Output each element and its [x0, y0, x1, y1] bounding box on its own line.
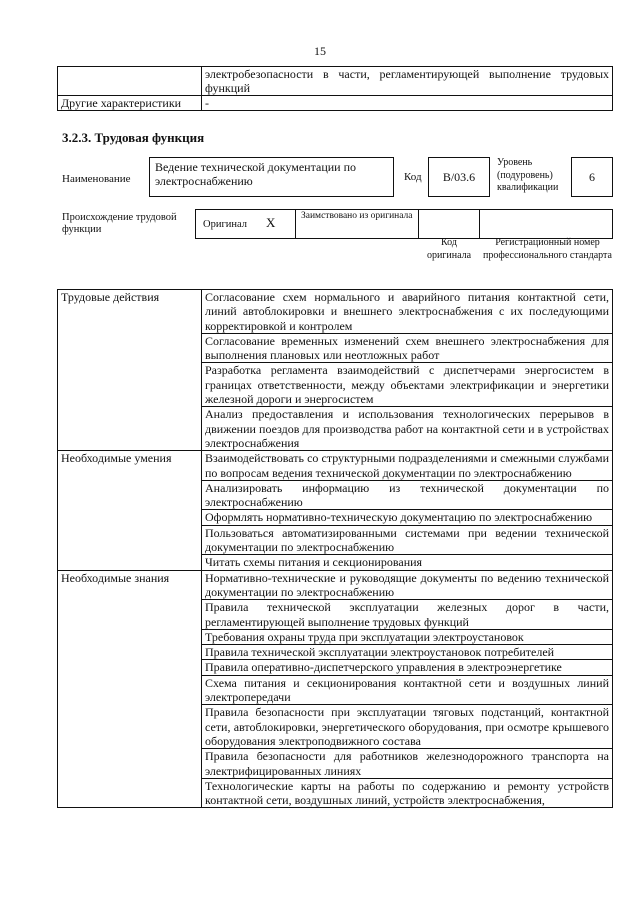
knowledge-item: Правила оперативно-диспетчерского управления в электроэнергетике [202, 660, 613, 675]
other-characteristics-label: Другие характеристики [58, 96, 202, 111]
reg-number-caption: Регистрационный номер профессионального стандарта [483, 237, 612, 261]
code-label: Код [404, 171, 422, 183]
skill-item: Оформлять нормативно-техническую документацию по электроснабжению [202, 510, 613, 525]
knowledge-item: Схема питания и секционирования контактной сети и воздушных линий электропередачи [202, 675, 613, 705]
skill-item: Взаимодействовать со структурными подразделениями и смежными службами по вопросам ведения технической документации по электроснабжению [202, 451, 613, 481]
skill-item: Пользоваться автоматизированными системами при ведении технической документации по электроснабжению [202, 525, 613, 555]
knowledge-item: Правила технической эксплуатации электроустановок потребителей [202, 645, 613, 660]
level-label: Уровень (подуровень) квалификации [497, 157, 559, 193]
borrowed-label: Заимствовано из оригинала [301, 211, 413, 221]
knowledge-item: Технологические карты на работы по содержанию и ремонту устройств контактной сети, воздушных линий, устройств электроснабжения, [202, 778, 613, 808]
required-knowledge-label: Необходимые знания [58, 570, 202, 808]
labor-action-item: Анализ предоставления и использования технологических перерывов в движении поездов для производства работ на контактной сети и в устройствах электроснабжения [202, 407, 613, 451]
top-table [57, 66, 613, 111]
name-label: Наименование [62, 173, 131, 185]
code-value: В/03.6 [442, 170, 476, 184]
knowledge-item: Требования охраны труда при эксплуатации электроустановок [202, 629, 613, 644]
level-value-box [571, 157, 613, 197]
name-value-box [149, 157, 394, 197]
level-value: 6 [589, 170, 595, 184]
knowledge-item: Правила безопасности при эксплуатации тяговых подстанций, контактной сети, автоблокировки, энергетического оборудования, при осмотре крышевого оборудования электроподвижного состава [202, 705, 613, 749]
page-number: 15 [314, 44, 326, 58]
name-value: Ведение технической документации по электроснабжению [155, 160, 357, 188]
original-label: Оригинал [203, 219, 247, 230]
knowledge-item: Правила безопасности для работников железнодорожного транспорта на электрифицированных линиях [202, 749, 613, 779]
original-box [195, 209, 296, 239]
labor-action-item: Согласование схем нормального и аварийного питания контактной сети, линий автоблокировки и внешнего электроснабжения с их последующими корректировкой и контролем [202, 290, 613, 334]
other-characteristics-value: - [202, 96, 613, 111]
origin-code-caption: Код оригинала [426, 237, 472, 261]
origin-label: Происхождение трудовой функции [62, 212, 177, 235]
labor-action-item: Разработка регламента взаимодействий с диспетчерами энергосистем в границах ответственности, между объектами электрификации и энергетики железной дороги и энергосистем [202, 363, 613, 407]
labor-action-item: Согласование временных изменений схем внешнего электроснабжения для выполнения плановых или неотложных работ [202, 333, 613, 363]
top-table-row1-text: электробезопасности в части, регламентирующей выполнение трудовых функций [202, 67, 613, 96]
top-table-empty-cell [58, 67, 202, 96]
required-skills-label: Необходимые умения [58, 451, 202, 570]
skill-item: Читать схемы питания и секционирования [202, 555, 613, 570]
code-value-box [428, 157, 490, 197]
knowledge-item: Правила технической эксплуатации железных дорог в части, регламентирующей выполнение трудовых функций [202, 600, 613, 630]
origin-code-box [418, 209, 480, 239]
original-mark: X [266, 215, 276, 230]
borrowed-box [295, 209, 419, 239]
section-heading: 3.2.3. Трудовая функция [62, 130, 205, 145]
knowledge-item: Нормативно-технические и руководящие документы по ведению технической документации по электроснабжению [202, 570, 613, 600]
skill-item: Анализировать информацию из технической документации по электроснабжению [202, 480, 613, 510]
function-details-table [57, 289, 613, 808]
labor-actions-label: Трудовые действия [58, 290, 202, 451]
reg-number-box [479, 209, 613, 239]
